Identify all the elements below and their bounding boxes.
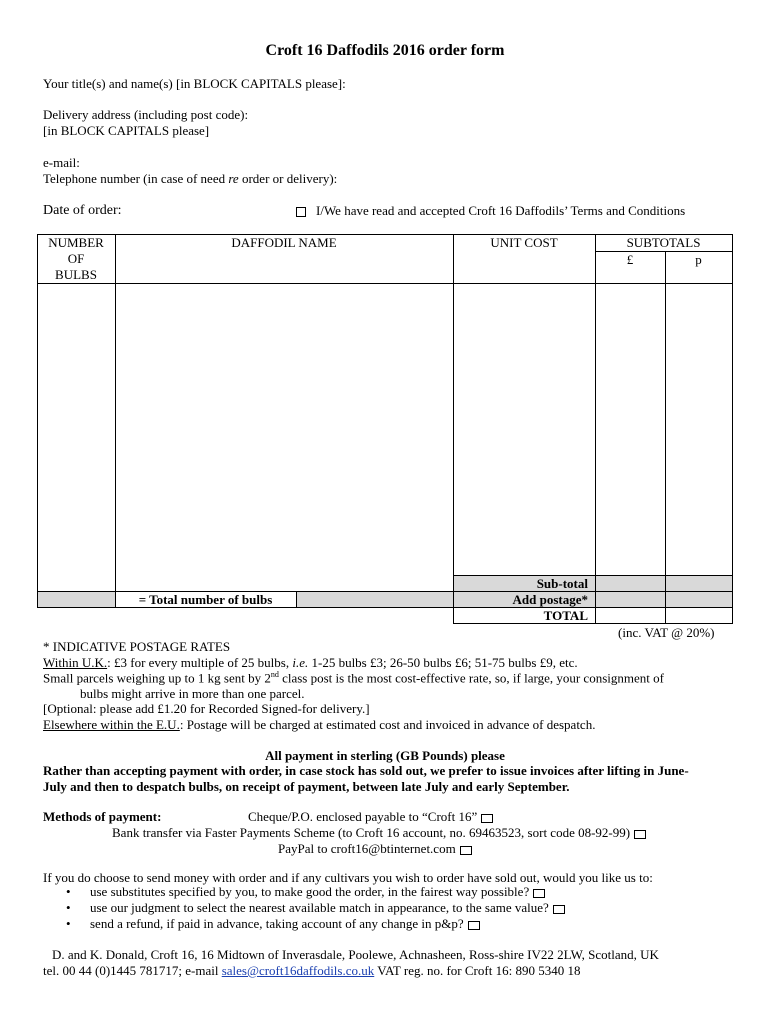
telephone-label: Telephone number (in case of need re order or delivery): [43,171,338,186]
vat-note: (inc. VAT @ 20%) [618,625,715,640]
cheque-option: Cheque/P.O. enclosed payable to “Croft 16” [248,809,493,825]
postage-parcels-2: bulbs might arrive in more than one parcel. [80,686,305,701]
col-unit-header: UNIT COST [490,235,558,250]
paypal-option: PayPal to croft16@btinternet.com [278,841,472,857]
postage-heading: * INDICATIVE POSTAGE RATES [43,639,231,654]
methods-label: Methods of payment: [43,809,162,824]
col-subtotals-header: SUBTOTALS [626,235,701,250]
email-label: e-mail: [43,155,80,170]
col-pence-header: p [695,252,702,267]
page-title: Croft 16 Daffodils 2016 order form [265,42,505,59]
postage-parcels: Small parcels weighing up to 1 kg sent by 2nd class post is the most cost-effective rate, so, if large, your consignment of [43,670,664,686]
soldout-option-2: • use our judgment to select the nearest available match in appearance, to the same value? [66,900,71,916]
terms-label: I/We have read and accepted Croft 16 Daffodils’ Terms and Conditions [316,203,686,218]
col-pounds-header: £ [626,252,634,267]
subtotal-label: Sub-total [536,576,588,591]
footer-address: D. and K. Donald, Croft 16, 16 Midtown of Inverasdale, Poolewe, Achnasheen, Ross-shire IV22 2LW, Scotland, UK [52,947,659,962]
address-label: Delivery address (including post code): [43,107,249,122]
total-label: TOTAL [543,608,588,623]
cheque-checkbox[interactable] [481,814,493,823]
sterling-note: All payment in sterling (GB Pounds) please [265,748,505,763]
footer-contact: tel. 00 44 (0)1445 781717; e-mail sales@croft16daffodils.co.uk VAT reg. no. for Croft 16: 890 5340 18 [43,963,581,978]
postage-optional: [Optional: please add £1.20 for Recorded Signed-for delivery.] [43,701,370,716]
gap-shade [296,591,453,607]
count-shade [37,591,115,607]
bank-option: Bank transfer via Faster Payments Scheme (to Croft 16 account, no. 69463523, sort code 08-92-99) [112,825,646,841]
name-label: Your title(s) and name(s) [in BLOCK CAPITALS please]: [43,76,346,91]
postage-value-shade [595,591,732,607]
paypal-checkbox[interactable] [460,846,472,855]
date-label: Date of order: [43,203,122,218]
total-bulbs-label: = Total number of bulbs [138,592,273,607]
postage-eu: Elsewhere within the E.U.: Postage will be charged at estimated cost and invoiced in advance of despatch. [43,717,596,732]
soldout-option-1: • use substitutes specified by you, to make good the order, in the fairest way possible? [66,884,71,900]
col-number-header: NUMBER OF BULBS [48,235,104,282]
postage-uk: Within U.K.: £3 for every multiple of 25 bulbs, i.e. 1-25 bulbs £3; 26-50 bulbs £6; 51-75 bulbs £9, etc. [43,655,578,670]
sales-email-link[interactable]: sales@croft16daffodils.co.uk [221,963,375,978]
soldout-intro: If you do choose to send money with order and if any cultivars you wish to order have sold out, would you like us to: [43,870,653,885]
invoice-note-2: July and then to despatch bulbs, on receipt of payment, between late July and early September. [43,779,570,794]
bank-checkbox[interactable] [634,830,646,839]
soldout-option-3: • send a refund, if paid in advance, taking account of any change in p&p? [66,916,71,932]
add-postage-label: Add postage* [512,592,588,607]
address-note: [in BLOCK CAPITALS please] [43,123,210,138]
terms-row [296,203,685,219]
judgment-checkbox[interactable] [553,905,565,914]
refund-checkbox[interactable] [468,921,480,930]
invoice-note-1: Rather than accepting payment with order, in case stock has sold out, we prefer to issue invoices after lifting in June- [43,763,689,778]
terms-checkbox[interactable] [296,207,306,217]
substitute-checkbox[interactable] [533,889,545,898]
col-name-header: DAFFODIL NAME [231,235,337,250]
